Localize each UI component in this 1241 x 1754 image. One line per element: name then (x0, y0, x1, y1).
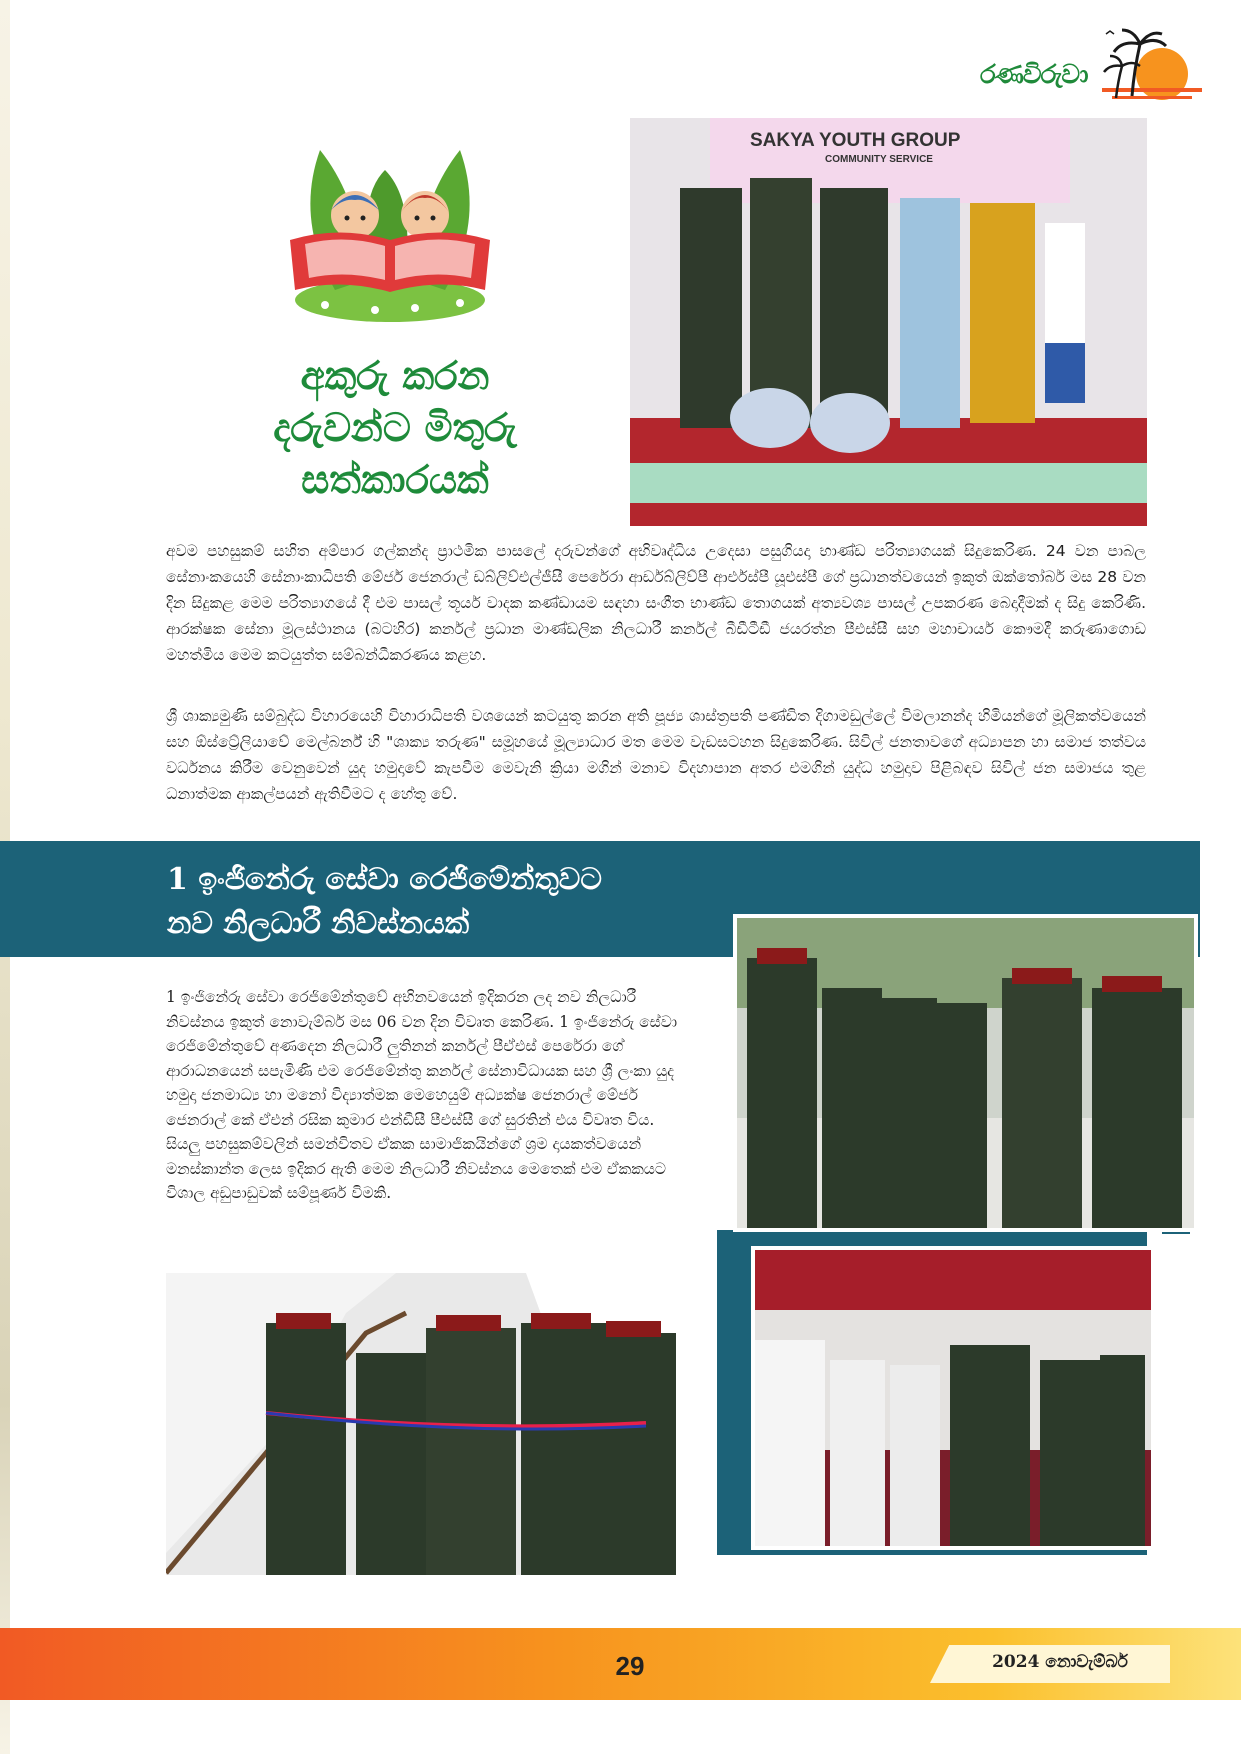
ribbon-cutting-photo-scene (166, 1273, 709, 1575)
article1-title-line: දරුවන්ට මිතුරු (273, 405, 517, 451)
logo-text: රණවිරුවා (980, 60, 1088, 90)
page-number: 29 (615, 1651, 645, 1681)
reading-children-illustration (265, 140, 515, 330)
donation-ceremony-photo (630, 118, 1147, 526)
article2-title (167, 858, 727, 946)
photo-banner-subtext: COMMUNITY SERVICE (825, 154, 933, 165)
masthead-logo (980, 26, 1220, 116)
handshake-photo (733, 914, 1198, 1232)
article1-paragraph: ශ්‍රී ශාක්‍යමුණි සම්බුද්ධ විහාරයෙහි විහාරාධිපති වශයෙන් කටයුතු කරන අති පූජ්‍ය ශාස්ත්‍රපති පණ්ඩිත දිගාමඩුල්ලේ විමලානන්ද හිමියන්ගේ මූලිකත්වයෙන් සහ ඕස්ට්‍රේලියාවේ මෙල්බර්න් හි "ශාක්‍ය තරුණ" සමූහයේ මූල්‍යාධාර මත මෙම වැඩසටහන සිදුකෙරිණ. සිවිල් ජනතාවගේ අධ්‍යාපන හා සමාජ තත්වය වර්ධනය කිරීම වෙනුවෙන් යුද හමුදාවේ කැපවීම මෙවැනි ක්‍රියා මගින් මනාව විදහාපාන අතර එමගින් යුද්ධ හමුදාව පිළිබඳව සිවිල් ජන සමාජය තුළ ධනාත්මක ආකල්පයන් ඇතිවීමට ද හේතු වේ. (166, 707, 1146, 803)
palm-sunset-icon (1092, 26, 1202, 116)
article1-paragraph: අවම පහසුකම් සහිත අම්පාර ගල්කන්ද ප්‍රාථමික පාසලේ දරුවන්ගේ අභිවෘද්ධිය උදෙසා පසුගියදා භාණ්ඩ පරිත්‍යාගයක් සිදුකෙරිණ. 24 වන පාබල සේනාංකයෙහි සේනාංකාධිපති මේජර් ජෙනරාල් ඩබ්ලිව්එල්ජීසී පෙරේරා ආර්ඩබ්ලිව්පී ආර්එස්පී යූඑස්පී ගේ ප්‍රධානත්වයෙන් ඉකුත් ඔක්තෝබර් මස 28 වන දින සිදුකළ මෙම පරිත්‍යාගයේ දී එම පාසල් තූර්ය වාදක කණ්ඩායම සඳහා සංගීත භාණ්ඩ තොගයක් අත්‍යවශ්‍ය පාසල් උපකරණ බෙදාදීමක් ද සිදු කෙරිණි. ආරක්ෂක සේනා මූලස්ථානය (බටහිර) කර්නල් ප්‍රධාන මාණ්ඩලික නිලධාරී කර්නල් බීඩීටීඩී ජයරත්න පීඑස්සී සහ මහාචාර්ය කෞමදී කරුණාගොඩ මහත්මිය මෙම කටයුත්ත සම්බන්ධීකරණය කළහ. (166, 542, 1146, 664)
article2-title-line: නව නිලධාරී නිවස්නයක් (167, 906, 470, 941)
article2-title-line: 1 ඉංජිනේරු සේවා රෙජිමේන්තුවට (167, 862, 602, 897)
article1-title-line: සත්කාරයක් (301, 457, 489, 503)
article1-title-line: අකුරු කරන (300, 353, 490, 399)
handshake-photo-scene (737, 918, 1194, 1228)
issue-date: 2024 නොවැම්බර් (992, 1652, 1128, 1672)
article1-title (230, 350, 560, 506)
photo-banner-text: SAKYA YOUTH GROUP (750, 130, 961, 151)
article2-paragraph: 1 ඉංජිනේරු සේවා රෙජිමේන්තුවේ අභිනවයෙන් ඉදිකරන ලද නව නිලධාරී නිවස්නය ඉකුත් නොවැම්බර් මස 06 වන දින විවෘත කෙරිණ. 1 ඉංජිනේරු සේවා රෙජිමේන්තුවේ අණදෙන නිලධාරී ලුතිනන් කර්නල් පීඒඑස් පෙරේරා ගේ ආරාධනයෙන් සපැමිණි එම රෙජිමේන්තු කර්නල් සේනාවිධායක සහ ශ්‍රී ලංකා යුද හමුදා ජනමාධ්‍ය හා මනෝ විද්‍යාත්මක මෙහෙයුම් අධ්‍යක්ෂ ජෙනරාල් මේජර් ජෙනරාල් කේ ඒඑන් රසික කුමාර එන්ඩීසී පීඑස්සී ගේ සුරතින් එය විවෘත විය. සියලු පහසුකම්වලින් සමන්විතව ඒකක සාමාජිකයින්ගේ ශ්‍රම දායකත්වයෙන් මනස්කාන්ත ලෙස ඉදිකර ඇති මෙම නිලධාරී නිවස්නය මෙතෙක් එම ඒකකයට විශාල අඩුපාඩුවක් සම්පූර්ණ විමකි. (166, 988, 678, 1202)
reception-photo-scene (755, 1250, 1151, 1546)
ribbon-cutting-photo (166, 1273, 709, 1575)
donation-photo-scene (630, 118, 1147, 526)
reception-photo (751, 1246, 1155, 1550)
